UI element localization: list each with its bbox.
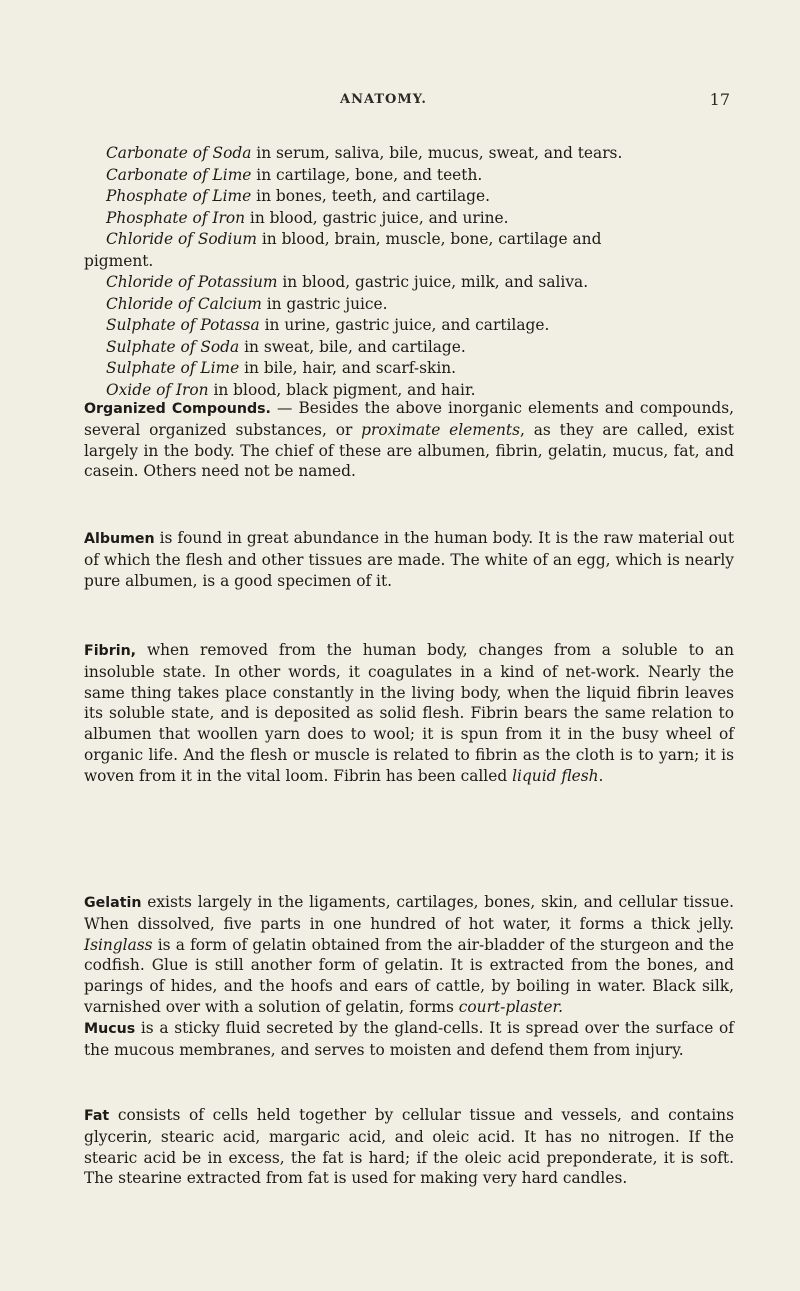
section-heading: Mucus: [84, 1021, 136, 1037]
list-item: Sulphate of Potassa in urine, gastric juice, and cartilage.: [106, 316, 550, 334]
section-heading: Gelatin: [84, 895, 142, 911]
paragraph-fat: Fat consists of cells held together by cellular tissue and vessels, and contains glycerin, stearic acid, margaric acid, and oleic acid. It has no nitrogen. If the stearic acid be in excess, the fat is hard; if the oleic acid preponderate, it is soft. The stearine extracted from fat is used for making very hard candles.: [84, 1106, 734, 1188]
paragraph-gelatin: Gelatin exists largely in the ligaments, cartilages, bones, skin, and cellular tissue. When dissolved, five parts in one hundred of hot water, it forms a thick jelly. Isinglass is a form of gelatin obtained from the air-bladder of the sturgeon and the codfish. Glue is still another form of gelatin. It is extracted from the bones, and parings of hides, and the hoofs and ears of cattle, by boiling in water. Black silk, varnished over with a solution of gelatin, forms court-plaster.: [84, 893, 734, 1016]
section-heading: Fibrin,: [84, 643, 137, 659]
list-item: Phosphate of Iron in blood, gastric juice, and urine.: [106, 208, 509, 227]
list-item: Carbonate of Lime in cartilage, bone, and teeth.: [106, 165, 483, 184]
list-item: Chloride of Potassium in blood, gastric juice, milk, and saliva.: [106, 273, 589, 291]
paragraph-mucus: Mucus is a sticky fluid secreted by the gland-cells. It is spread over the surface of the mucous membranes, and serves to moisten and defend them from injury.: [84, 1019, 734, 1059]
list-item: Carbonate of Soda in serum, saliva, bile, mucus, sweat, and tears.: [106, 144, 623, 162]
list-item: Chloride of Sodium in blood, brain, muscle, bone, cartilage and: [106, 230, 602, 248]
list-item: Phosphate of Lime in bones, teeth, and cartilage.: [106, 187, 491, 205]
page-number: 17: [709, 90, 730, 109]
paragraph-organized-compounds: Organized Compounds. — Besides the above inorganic elements and compounds, several organized substances, or proximate elements, as they are called, exist largely in the body. The chief of these are albumen, fibrin, gelatin, mucus, fat, and casein. Others need not be named.: [84, 399, 734, 481]
paragraph-albumen: Albumen is found in great abundance in the human body. It is the raw material out of which the flesh and other tissues are made. The white of an egg, which is nearly pure albumen, is a good specimen of it.: [84, 529, 734, 590]
section-heading: Albumen: [84, 531, 155, 547]
list-item: Chloride of Calcium in gastric juice.: [106, 294, 388, 313]
salts-list: [84, 143, 734, 401]
running-title: ANATOMY.: [340, 92, 427, 107]
list-item-continuation: pigment.: [84, 251, 154, 270]
paragraph-fibrin: Fibrin, when removed from the human body, changes from a soluble to an insoluble state. In other words, it coagulates in a kind of net-work. Nearly the same thing takes place constantly in the living body, when the liquid fibrin leaves its soluble state, and is deposited as solid flesh. Fibrin bears the same relation to albumen that woollen yarn does to wool; it is spun from it in the busy wheel of organic life. And the flesh or muscle is related to fibrin as the cloth is to yarn; it is woven from it in the vital loom. Fibrin has been called liquid flesh.: [84, 641, 734, 785]
list-item: Sulphate of Lime in bile, hair, and scarf-skin.: [106, 359, 457, 377]
list-item: Sulphate of Soda in sweat, bile, and cartilage.: [106, 337, 466, 356]
section-heading: Fat: [84, 1108, 110, 1124]
list-item: Oxide of Iron in blood, black pigment, and hair.: [106, 380, 476, 399]
section-heading: Organized Compounds.: [84, 401, 271, 417]
